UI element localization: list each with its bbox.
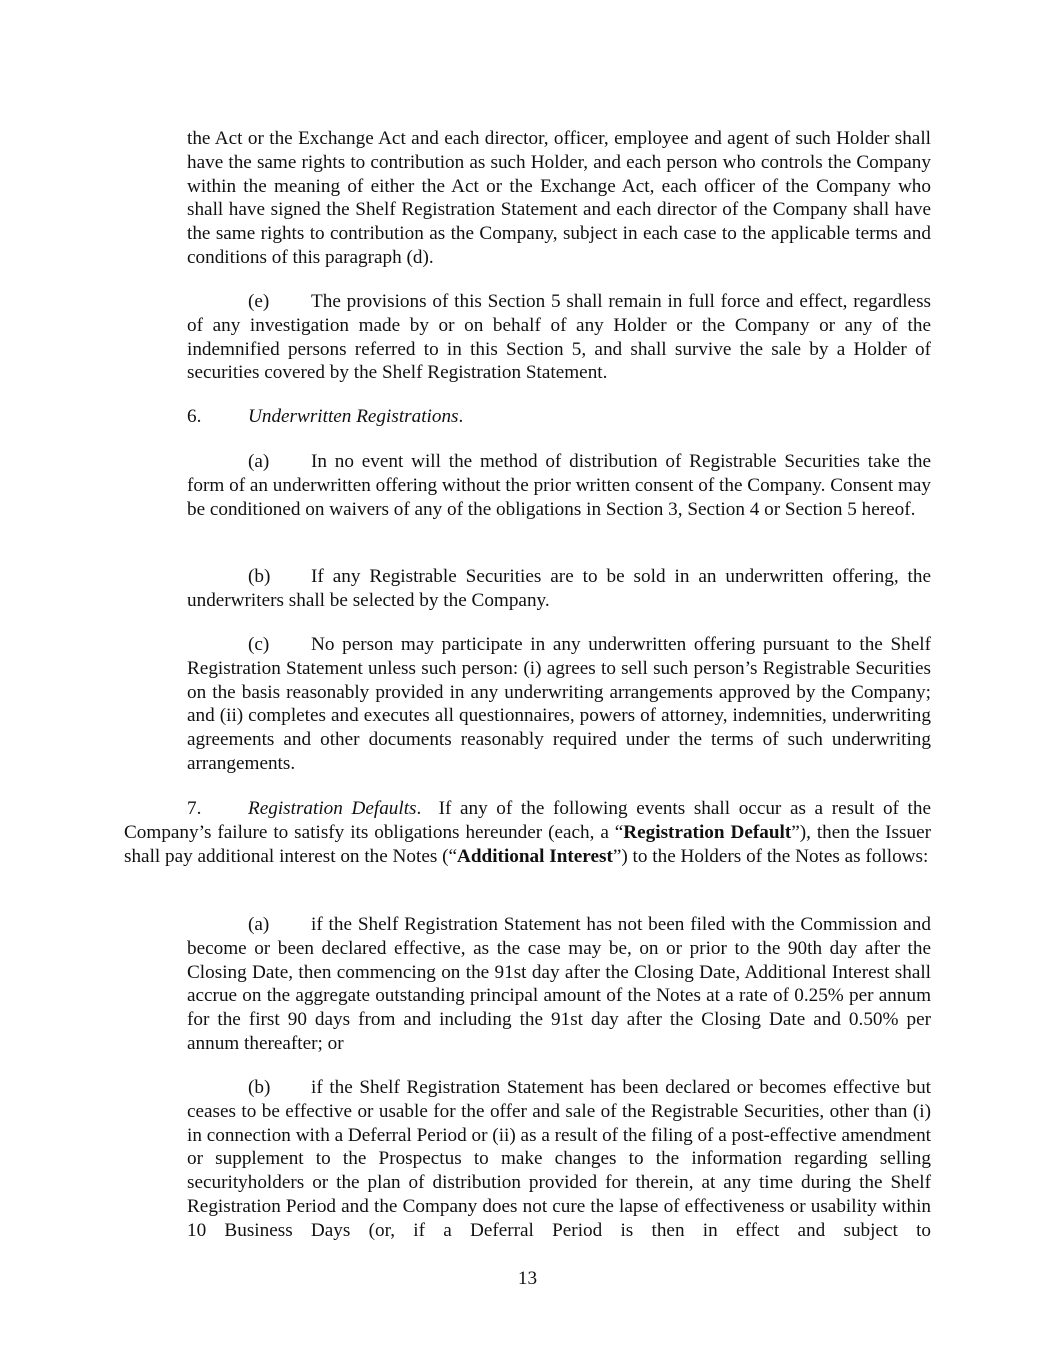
paragraph-7b (187, 1076, 931, 1243)
section-7-paragraph: 7. Registration Defaults. If any of the following events shall occur as a result of the Company’s failure to satisfy its obligations hereunder (each, a “Registration Default”), then the Issuer shall pay additional interest on the Notes (“Additional Interest”) to the Holders of the Notes as follows: (124, 798, 931, 867)
defined-term-registration-default: Registration Default (623, 821, 792, 843)
paragraph-text: In no event will the method of distribution of Registrable Securities take the form of an underwritten offering without the prior written consent of the Company. Consent may be conditioned on waivers of any of the obligations in Section 3, Section 4 or Section 5 hereof. (187, 451, 931, 520)
section-title: Underwritten Registrations (248, 406, 459, 427)
paragraph-6a (187, 450, 931, 521)
paragraph-5e (187, 290, 931, 385)
paragraph-label: (a) (248, 914, 270, 935)
paragraph-label: (c) (248, 634, 270, 655)
paragraph-text: If any Registrable Securities are to be sold in an underwritten offering, the underwriters shall be selected by the Company. (187, 566, 931, 611)
section-6-heading: 6. Underwritten Registrations. (187, 406, 464, 427)
paragraph-label: (b) (248, 566, 271, 587)
paragraph-6b (187, 565, 931, 613)
paragraph-label: (a) (248, 451, 270, 472)
section-title: Registration Defaults (248, 798, 417, 819)
paragraph-5d-continuation (187, 127, 931, 270)
section-number: 7. (187, 798, 202, 819)
section-7-text-2: ”), then the Issuer shall pay additional interest on the Notes (“ (124, 821, 931, 867)
paragraph-text: No person may participate in any underwritten offering pursuant to the Shelf Registration Statement unless such person: (i) agrees to sell such person’s Registrable Securities on the basis reasonably provided in any underwriting arrangements approved by the Company; and (ii) completes and executes all questionnaires, powers of attorney, indemnities, underwriting agreements and other documents reasonably required under the terms of such underwriting arrangements. (187, 634, 931, 774)
paragraph-label: (b) (248, 1077, 271, 1098)
paragraph-text: if the Shelf Registration Statement has not been filed with the Commission and become or been declared effective, as the case may be, on or prior to the 90th day after the Closing Date, then commencing on the 91st day after the Closing Date, Additional Interest shall accrue on the aggregate outstanding principal amount of the Notes at a rate of 0.25% per annum for the first 90 days from and including the 91st day after the Closing Date and 0.50% per annum thereafter; or (187, 914, 931, 1054)
paragraph-text: The provisions of this Section 5 shall remain in full force and effect, regardless of any investigation made by or on behalf of any Holder or the Company or any of the indemnified persons referred to in this Section 5, and shall survive the sale by a Holder of securities covered by the Shelf Registration Statement. (187, 291, 931, 384)
paragraph-6c (187, 633, 931, 776)
page-number: 13 (517, 1268, 538, 1289)
defined-term-additional-interest: Additional Interest (457, 845, 613, 867)
paragraph-label: (e) (248, 291, 270, 312)
section-number: 6. (187, 406, 202, 427)
paragraph-text: if the Shelf Registration Statement has been declared or becomes effective but ceases to be effective or usable for the offer and sale of the Registrable Securities, other than (i) in connection with a Deferral Period or (ii) as a result of the filing of a post-effective amendment or supplement to the Prospectus to make changes to the information regarding selling securityholders or the plan of distribution provided for therein, at any time during the Shelf Registration Period and the Company does not cure the lapse of effectiveness or usability within 10 Business Days (or, if a Deferral Period is then in effect and subject to (187, 1077, 931, 1241)
paragraph-7a (187, 913, 931, 1056)
paragraph-text: the Act or the Exchange Act and each director, officer, employee and agent of such Holder shall have the same rights to contribution as such Holder, and each person who controls the Company within the meaning of either the Act or the Exchange Act, each officer of the Company who shall have signed the Shelf Registration Statement and each director of the Company shall have the same rights to contribution as the Company, subject in each case to the applicable terms and conditions of this paragraph (d). (187, 128, 931, 268)
section-7-text-3: ”) to the Holders of the Notes as follows: (612, 845, 929, 867)
section-7-text-1: If any of the following events shall occur as a result of the Company’s failure to satisfy its obligations hereunder (each, a “ (124, 798, 931, 843)
